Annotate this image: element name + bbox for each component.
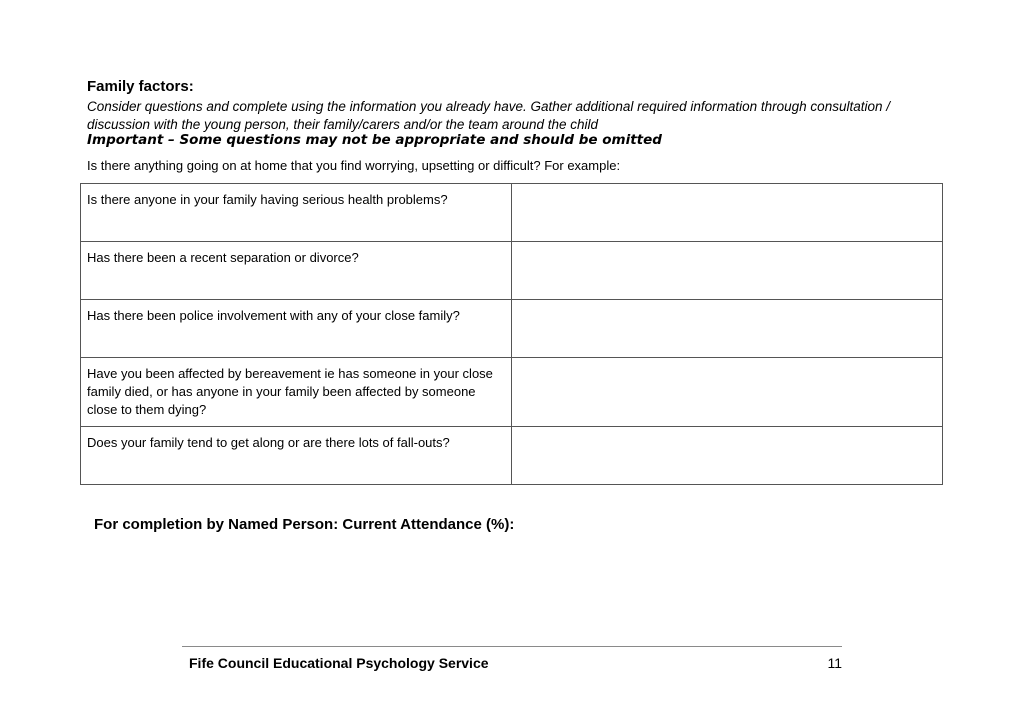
answer-cell[interactable] xyxy=(512,358,943,427)
question-cell: Has there been police involvement with any of your close family? xyxy=(81,300,512,358)
answer-cell[interactable] xyxy=(512,300,943,358)
answer-cell[interactable] xyxy=(512,427,943,485)
attendance-label: For completion by Named Person: Current Attendance (%): xyxy=(94,516,515,533)
question-cell: Does your family tend to get along or are there lots of fall-outs? xyxy=(81,427,512,485)
footer-divider xyxy=(182,646,842,647)
important-note: Important – Some questions may not be appropriate and should be omitted xyxy=(87,132,662,148)
question-cell: Have you been affected by bereavement ie has someone in your close family died, or has anyone in your family been affected by someone close to them dying? xyxy=(81,358,512,427)
question-cell: Has there been a recent separation or divorce? xyxy=(81,242,512,300)
page-number: 11 xyxy=(827,655,842,671)
section-heading: Family factors: xyxy=(87,78,194,95)
question-cell: Is there anyone in your family having serious health problems? xyxy=(81,184,512,242)
questions-table xyxy=(80,183,943,485)
table-row xyxy=(81,427,943,485)
table-row xyxy=(81,300,943,358)
section-intro: Consider questions and complete using the information you already have. Gather additional required information through consultation / discussion with the young person, their family/carers and/or the team around the child xyxy=(87,99,890,132)
answer-cell[interactable] xyxy=(512,242,943,300)
table-row xyxy=(81,358,943,427)
footer-organisation: Fife Council Educational Psychology Service xyxy=(189,655,489,671)
table-row xyxy=(81,242,943,300)
section-prompt: Is there anything going on at home that you find worrying, upsetting or difficult? For example: xyxy=(87,158,621,173)
table-row xyxy=(81,184,943,242)
answer-cell[interactable] xyxy=(512,184,943,242)
